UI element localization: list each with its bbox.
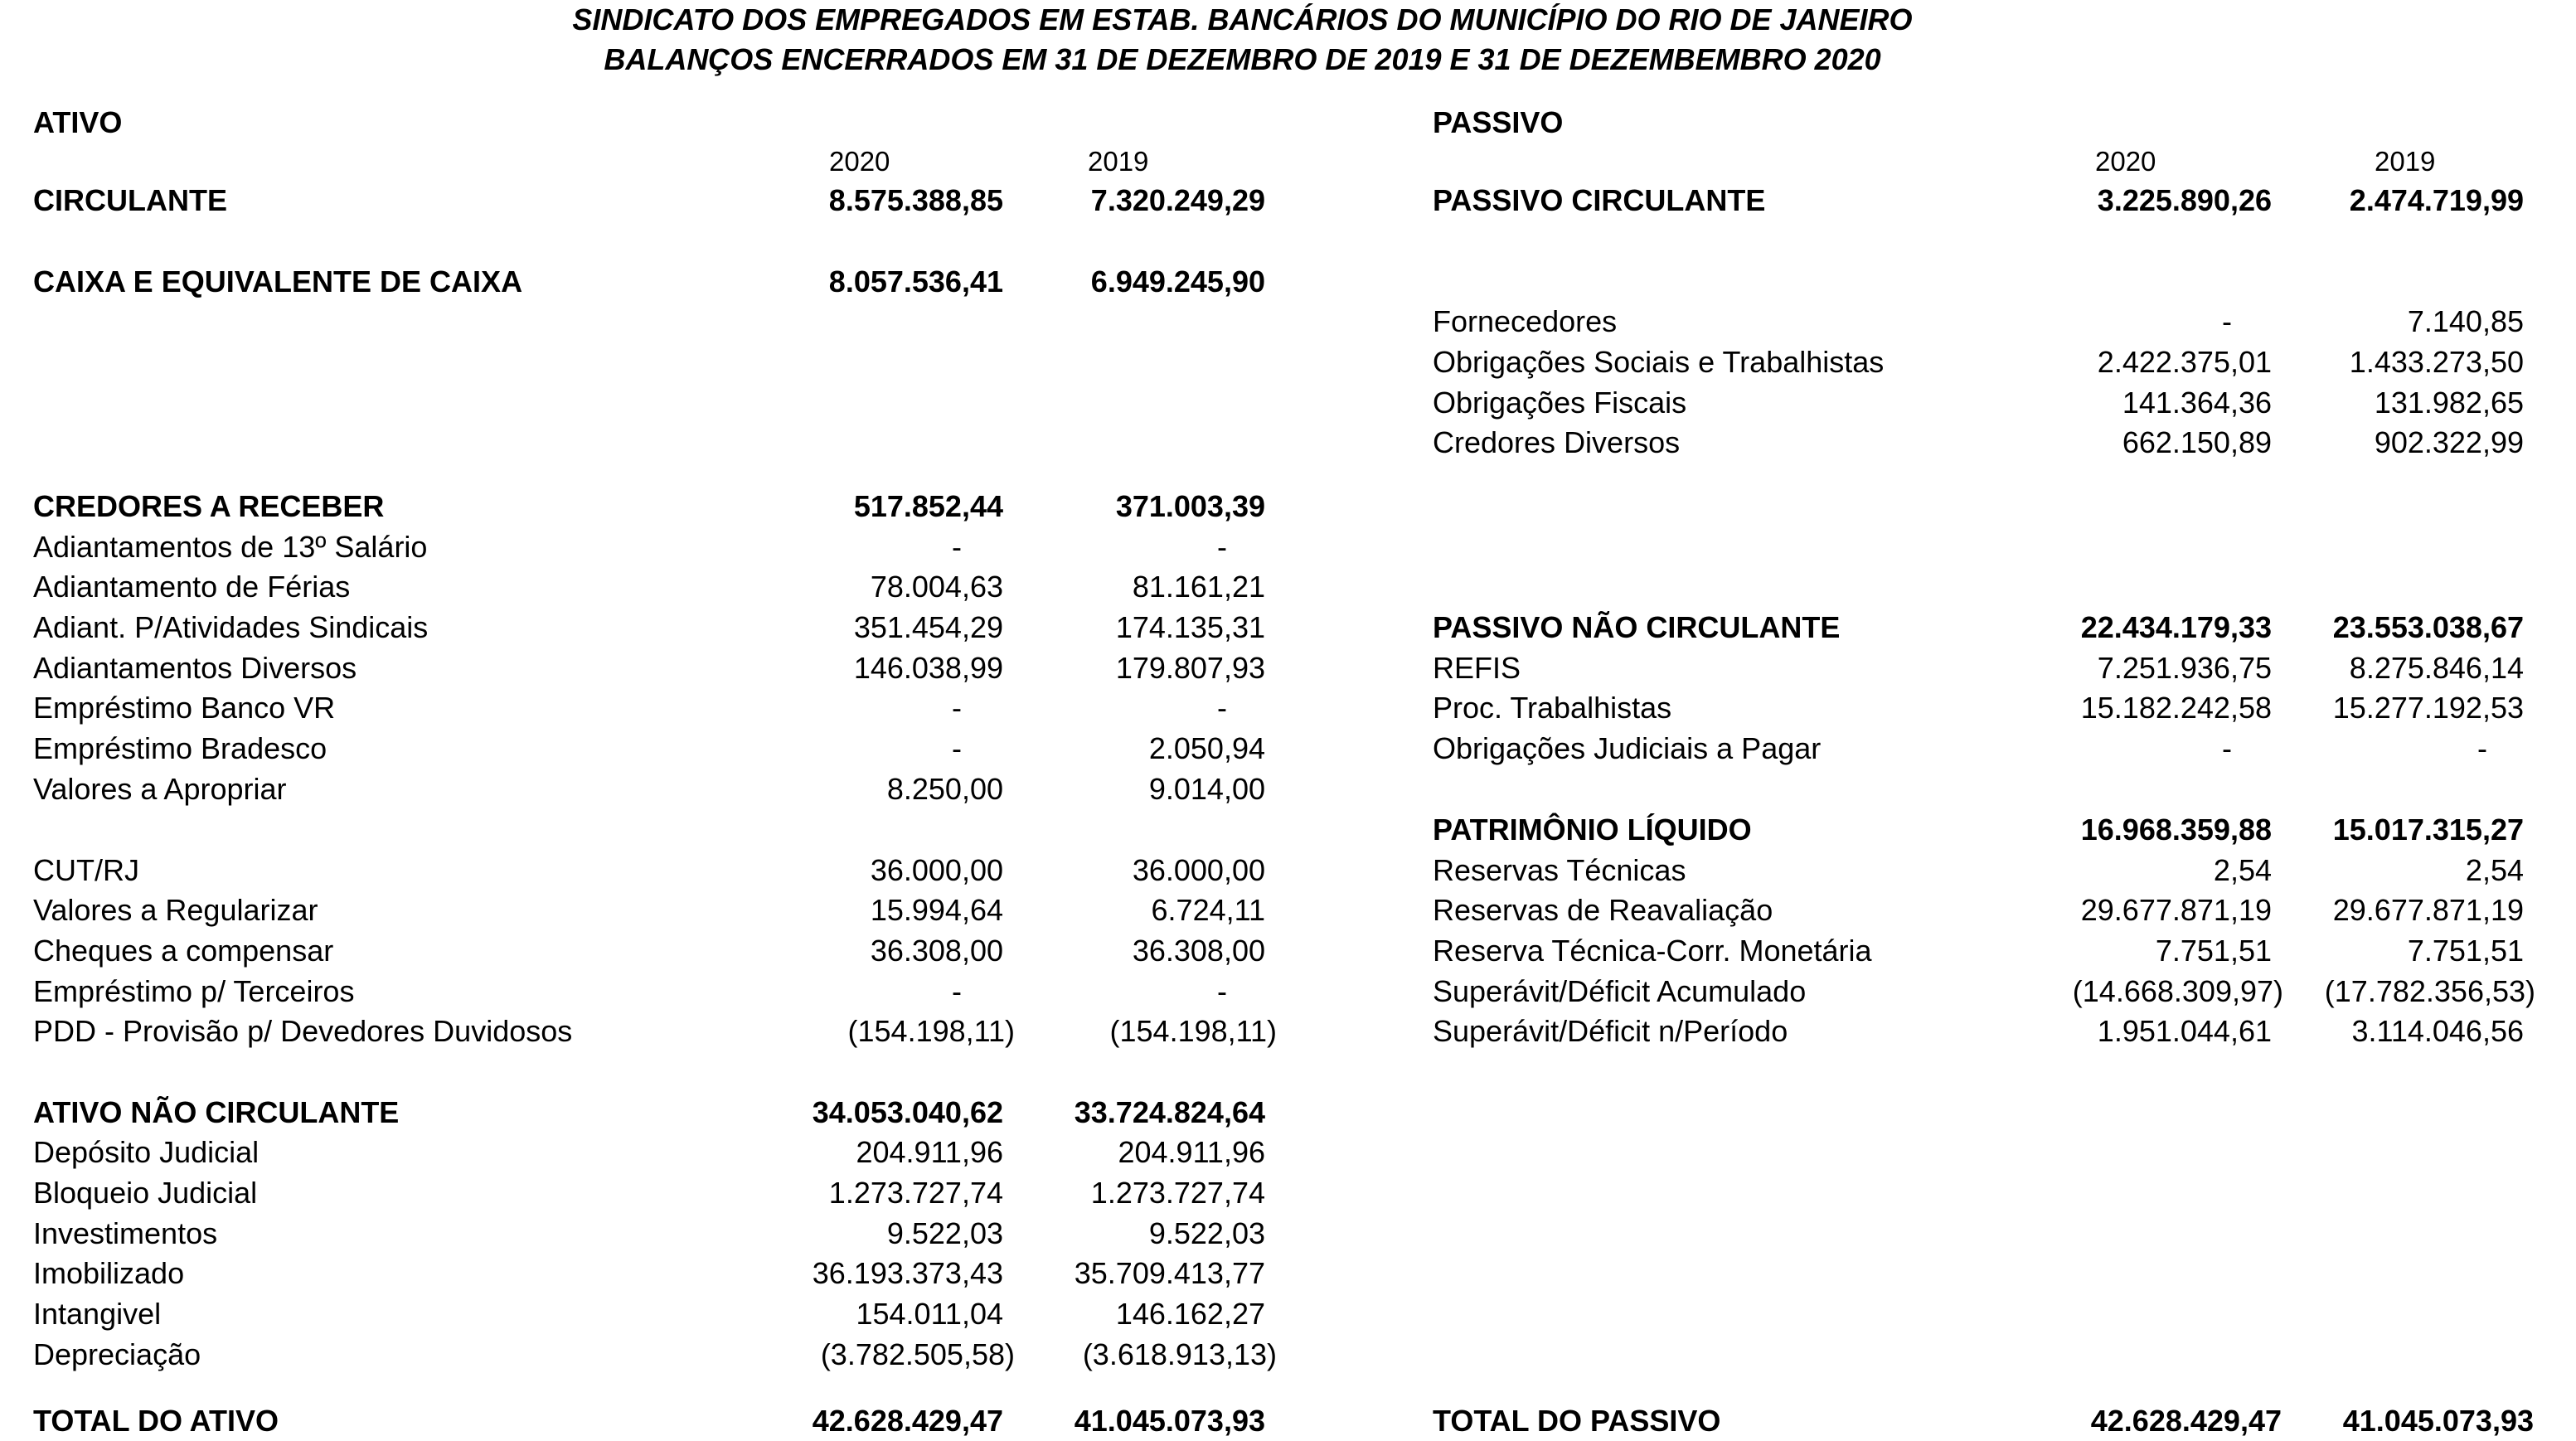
value-2019: 29.677.871,19 [2332,893,2524,927]
value-2019: (3.618.913,13) [1082,1337,1277,1371]
value-2019: - [1217,974,1227,1008]
value-2020: 1.273.727,74 [828,1176,1003,1210]
ativo-row-adiant-sindicais [33,608,1277,648]
value-2020: (154.198,11) [847,1014,1015,1048]
ativo-row-deposito-judicial [33,1133,1277,1172]
value-2020: - [952,731,962,765]
value-2020: 36.193.373,43 [812,1256,1003,1290]
row-label: Obrigações Judiciais a Pagar [1433,731,1822,765]
row-label: Empréstimo Banco VR [33,691,336,725]
row-label: Reservas de Reavaliação [1433,893,1773,927]
row-label: Fornecedores [1433,304,1618,338]
ativo-row-emprestimo-vr [33,688,1277,728]
report-title: SINDICATO DOS EMPREGADOS EM ESTAB. BANCÁRIOS DO MUNICÍPIO DO RIO DE JANEIRO [572,2,1913,36]
value-2019: 146.162,27 [1115,1297,1265,1331]
value-2019: 131.982,65 [2374,386,2524,420]
row-label: Depreciação [33,1337,201,1371]
value-2020: - [2222,731,2232,765]
value-2019: 371.003,39 [1115,489,1265,523]
row-label: TOTAL DO ATIVO [33,1404,279,1438]
ativo-row-caixa [33,262,1277,302]
row-label: CUT/RJ [33,853,139,887]
value-2019: 6.949.245,90 [1090,264,1265,298]
value-2019: (154.198,11) [1109,1014,1277,1048]
value-2020: 7.751,51 [2155,934,2272,968]
row-label: ATIVO NÃO CIRCULANTE [33,1095,400,1129]
value-2020: 662.150,89 [2122,425,2272,459]
passivo-row-superavit-periodo [1433,1012,2544,1051]
value-2019: 7.140,85 [2407,304,2524,338]
value-2020: - [2222,304,2232,338]
value-2020: 7.251.936,75 [2097,651,2272,685]
value-2020: 36.000,00 [870,853,1003,887]
passivo-row-obrig-judiciais [1433,729,2544,769]
value-2020: - [952,691,962,725]
ativo-row-cut-rj [33,851,1277,890]
value-2019: 36.000,00 [1132,853,1265,887]
value-2019: 15.017.315,27 [2332,813,2524,847]
value-2019: 204.911,96 [1118,1135,1265,1169]
value-2019: 2,54 [2465,853,2524,887]
value-2020: 22.434.179,33 [2080,610,2272,644]
ativo-row-circulante [33,181,1277,221]
row-label: Credores Diversos [1433,425,1681,459]
row-label: Empréstimo p/ Terceiros [33,974,355,1008]
value-2019: 41.045.073,93 [1074,1404,1265,1438]
value-2019: 1.273.727,74 [1090,1176,1265,1210]
value-2020: 146.038,99 [853,651,1003,685]
value-2019: 23.553.038,67 [2332,610,2524,644]
passivo-row-proc-trabalhistas [1433,688,2544,728]
value-2019: 174.135,31 [1115,610,1265,644]
value-2019: 41.045.073,93 [2342,1404,2534,1438]
value-2020: 351.454,29 [853,610,1003,644]
row-label: Reservas Técnicas [1433,853,1686,887]
value-2020: 154.011,04 [856,1297,1003,1331]
value-2019: 33.724.824,64 [1074,1095,1265,1129]
value-2019: 902.322,99 [2374,425,2524,459]
ativo-row-pdd [33,1012,1277,1051]
row-label: PASSIVO CIRCULANTE [1433,183,1766,217]
passivo-row-reservas-tecnicas [1433,851,2544,890]
ativo-row-cheques [33,931,1277,971]
value-2020: 42.628.429,47 [812,1404,1003,1438]
value-2020: 2,54 [2213,853,2272,887]
value-2020: (14.668.309,97) [2072,974,2283,1008]
value-2020: 9.522,03 [886,1216,1003,1250]
value-2019: - [1217,530,1227,564]
row-label: REFIS [1433,651,1521,685]
row-label: CIRCULANTE [33,183,227,217]
value-2019: 179.807,93 [1115,651,1265,685]
passivo-row-total [1433,1401,2544,1441]
row-label: Obrigações Sociais e Trabalhistas [1433,345,1885,379]
value-2019: 36.308,00 [1132,934,1265,968]
row-label: Adiant. P/Atividades Sindicais [33,610,429,644]
passivo-row-circulante [1433,181,2544,221]
ativo-row-nao-circulante [33,1093,1277,1133]
ativo-row-adiant-ferias [33,567,1277,607]
value-2020: 78.004,63 [870,570,1003,604]
value-2020: 15.182.242,58 [2080,691,2272,725]
ativo-heading: ATIVO [33,105,123,139]
value-2019: 2.474.719,99 [2349,183,2524,217]
value-2019: 3.114.046,56 [2351,1014,2524,1048]
value-2020: 2.422.375,01 [2097,345,2272,379]
ativo-row-valores-regularizar [33,890,1277,930]
value-2019: 7.751,51 [2407,934,2524,968]
value-2020: 36.308,00 [870,934,1003,968]
value-2019: 15.277.192,53 [2332,691,2524,725]
row-label: Superávit/Déficit n/Período [1433,1014,1788,1048]
value-2020: 204.911,96 [856,1135,1003,1169]
value-2019: - [1217,691,1227,725]
row-label: PATRIMÔNIO LÍQUIDO [1433,813,1752,847]
ativo-year-2020: 2020 [829,146,890,177]
ativo-row-bloqueio-judicial [33,1173,1277,1213]
passivo-row-obrig-sociais [1433,342,2544,382]
value-2020: 29.677.871,19 [2080,893,2272,927]
value-2020: (3.782.505,58) [820,1337,1015,1371]
row-label: Investimentos [33,1216,218,1250]
value-2020: 16.968.359,88 [2080,813,2272,847]
ativo-row-intangivel [33,1294,1277,1334]
value-2019: 9.522,03 [1148,1216,1265,1250]
passivo-row-patrimonio [1433,810,2544,850]
value-2020: - [952,530,962,564]
value-2019: 35.709.413,77 [1074,1256,1265,1290]
ativo-row-credores-a-receber [33,487,1277,526]
passivo-year-2020: 2020 [2095,146,2156,177]
ativo-row-valores-apropriar [33,769,1277,809]
ativo-year-2019: 2019 [1088,146,1149,177]
row-label: Reserva Técnica-Corr. Monetária [1433,934,1872,968]
passivo-heading: PASSIVO [1433,105,1564,139]
row-label: Intangivel [33,1297,162,1331]
row-label: Adiantamentos de 13º Salário [33,530,428,564]
row-label: CAIXA E EQUIVALENTE DE CAIXA [33,264,523,298]
value-2020: 3.225.890,26 [2097,183,2272,217]
ativo-row-total [33,1401,1277,1441]
row-label: Imobilizado [33,1256,185,1290]
ativo-row-adiant-13 [33,527,1277,567]
value-2019: 8.275.846,14 [2349,651,2524,685]
row-label: Bloqueio Judicial [33,1176,258,1210]
passivo-row-fornecedores [1433,302,2544,342]
value-2019: 6.724,11 [1151,893,1265,927]
value-2020: 42.628.429,47 [2090,1404,2282,1438]
passivo-row-reservas-reavaliacao [1433,890,2544,930]
passivo-year-2019: 2019 [2375,146,2436,177]
value-2019: 81.161,21 [1132,570,1265,604]
row-label: Adiantamento de Férias [33,570,351,604]
value-2019: (17.782.356,53) [2324,974,2535,1008]
report-subtitle: BALANÇOS ENCERRADOS EM 31 DE DEZEMBRO DE 2019 E 31 DE DEZEMBEMBRO 2020 [604,42,1881,76]
row-label: Obrigações Fiscais [1433,386,1687,420]
value-2020: 8.250,00 [886,772,1003,806]
passivo-row-reserva-corr-monetaria [1433,931,2544,971]
value-2020: 34.053.040,62 [812,1095,1003,1129]
row-label: Valores a Regularizar [33,893,318,927]
row-label: Proc. Trabalhistas [1433,691,1672,725]
passivo-row-superavit-acumulado [1433,972,2544,1012]
row-label: CREDORES A RECEBER [33,489,385,523]
value-2020: 8.575.388,85 [828,183,1003,217]
passivo-row-refis [1433,648,2544,688]
ativo-row-depreciacao [33,1335,1277,1375]
value-2019: - [2477,731,2487,765]
value-2020: 8.057.536,41 [828,264,1003,298]
ativo-row-imobilizado [33,1254,1277,1293]
passivo-row-nao-circulante [1433,608,2544,648]
value-2019: 9.014,00 [1148,772,1265,806]
value-2020: 141.364,36 [2122,386,2272,420]
value-2019: 1.433.273,50 [2349,345,2524,379]
row-label: Depósito Judicial [33,1135,260,1169]
value-2020: 517.852,44 [853,489,1003,523]
value-2020: - [952,974,962,1008]
row-label: Empréstimo Bradesco [33,731,327,765]
value-2020: 1.951.044,61 [2097,1014,2272,1048]
value-2019: 7.320.249,29 [1090,183,1265,217]
ativo-row-investimentos [33,1214,1277,1254]
ativo-row-emprestimo-terceiros [33,972,1277,1012]
row-label: Valores a Apropriar [33,772,287,806]
value-2019: 2.050,94 [1148,731,1265,765]
row-label: Adiantamentos Diversos [33,651,357,685]
row-label: PDD - Provisão p/ Devedores Duvidosos [33,1014,573,1048]
ativo-row-adiant-diversos [33,648,1277,688]
value-2020: 15.994,64 [870,893,1003,927]
passivo-row-credores-diversos [1433,423,2544,463]
passivo-row-obrig-fiscais [1433,383,2544,423]
row-label: Superávit/Déficit Acumulado [1433,974,1807,1008]
row-label: TOTAL DO PASSIVO [1433,1404,1721,1438]
row-label: PASSIVO NÃO CIRCULANTE [1433,610,1841,644]
row-label: Cheques a compensar [33,934,334,968]
ativo-row-emprestimo-bradesco [33,729,1277,769]
